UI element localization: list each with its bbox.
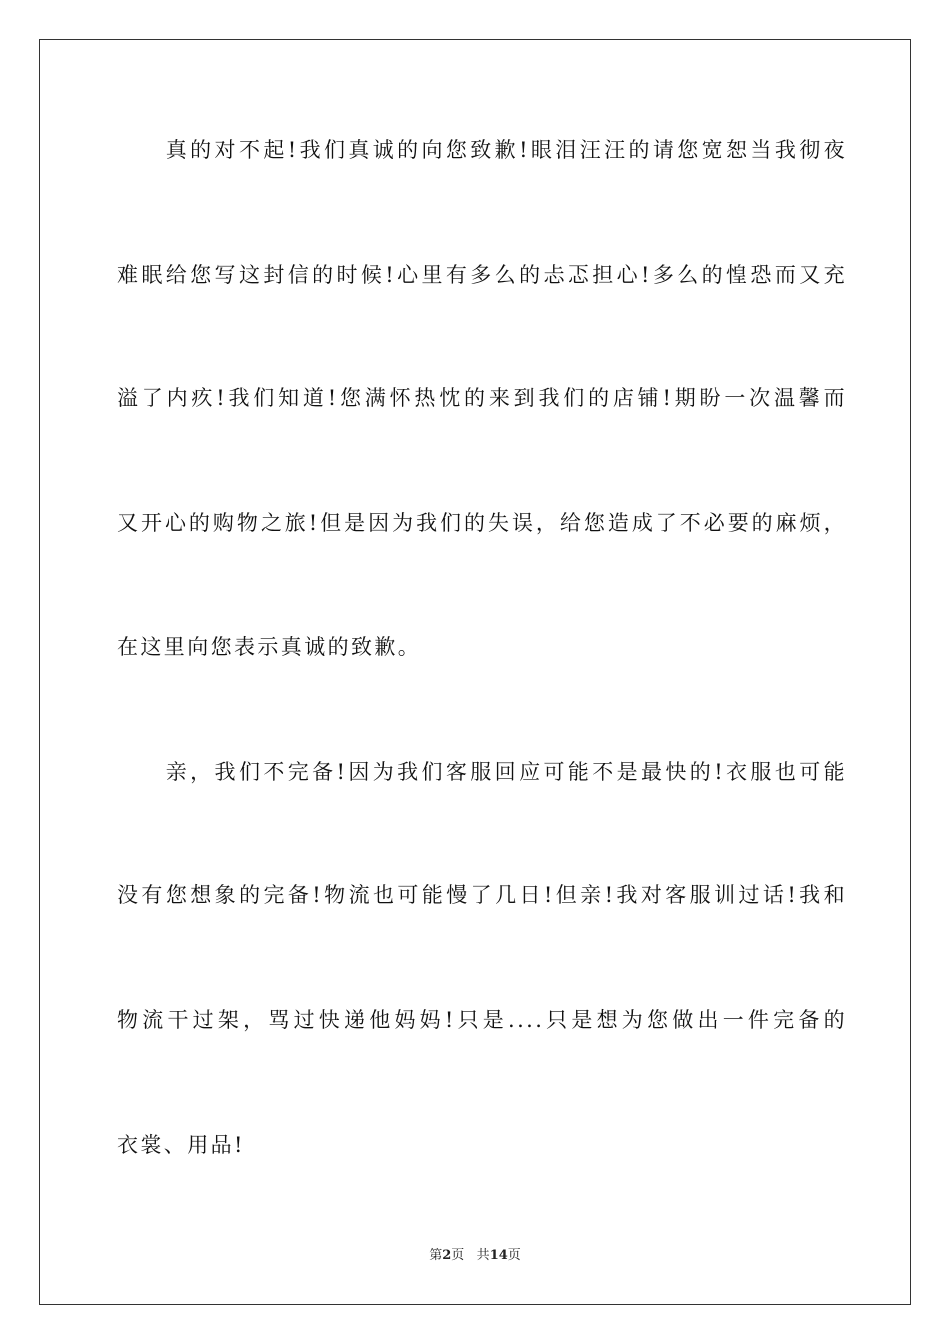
paragraph-1-line-2: 难眠给您写这封信的时候!心里有多么的忐忑担心!多么的惶恐而又充 (117, 263, 847, 287)
paragraph-2-line-4: 衣裳、用品! (117, 1133, 245, 1157)
paragraph-2-line-1: 亲，我们不完备!因为我们客服回应可能不是最快的!衣服也可能 (117, 760, 847, 784)
paragraph-2-line-3: 物流干过架，骂过快递他妈妈!只是....只是想为您做出一件完备的 (117, 1008, 847, 1032)
paragraph-2-line-2: 没有您想象的完备!物流也可能慢了几日!但亲!我对客服训过话!我和 (117, 883, 847, 907)
page-border (39, 39, 911, 1305)
paragraph-1-line-1: 真的对不起!我们真诚的向您致歉!眼泪汪汪的请您宽恕当我彻夜 (117, 138, 847, 162)
page-prefix: 第 (429, 1248, 443, 1263)
page-footer (0, 1247, 950, 1265)
total-prefix: 共 (476, 1248, 490, 1263)
paragraph-1-line-5: 在这里向您表示真诚的致歉。 (117, 635, 422, 659)
page-suffix: 页 (451, 1248, 465, 1263)
paragraph-1-line-3: 溢了内疚!我们知道!您满怀热忱的来到我们的店铺!期盼一次温馨而 (117, 386, 847, 410)
total-suffix: 页 (507, 1248, 521, 1263)
page-number: 2 (442, 1248, 452, 1263)
paragraph-1-line-4: 又开心的购物之旅!但是因为我们的失误，给您造成了不必要的麻烦， (117, 511, 847, 535)
total-pages: 14 (489, 1248, 508, 1263)
